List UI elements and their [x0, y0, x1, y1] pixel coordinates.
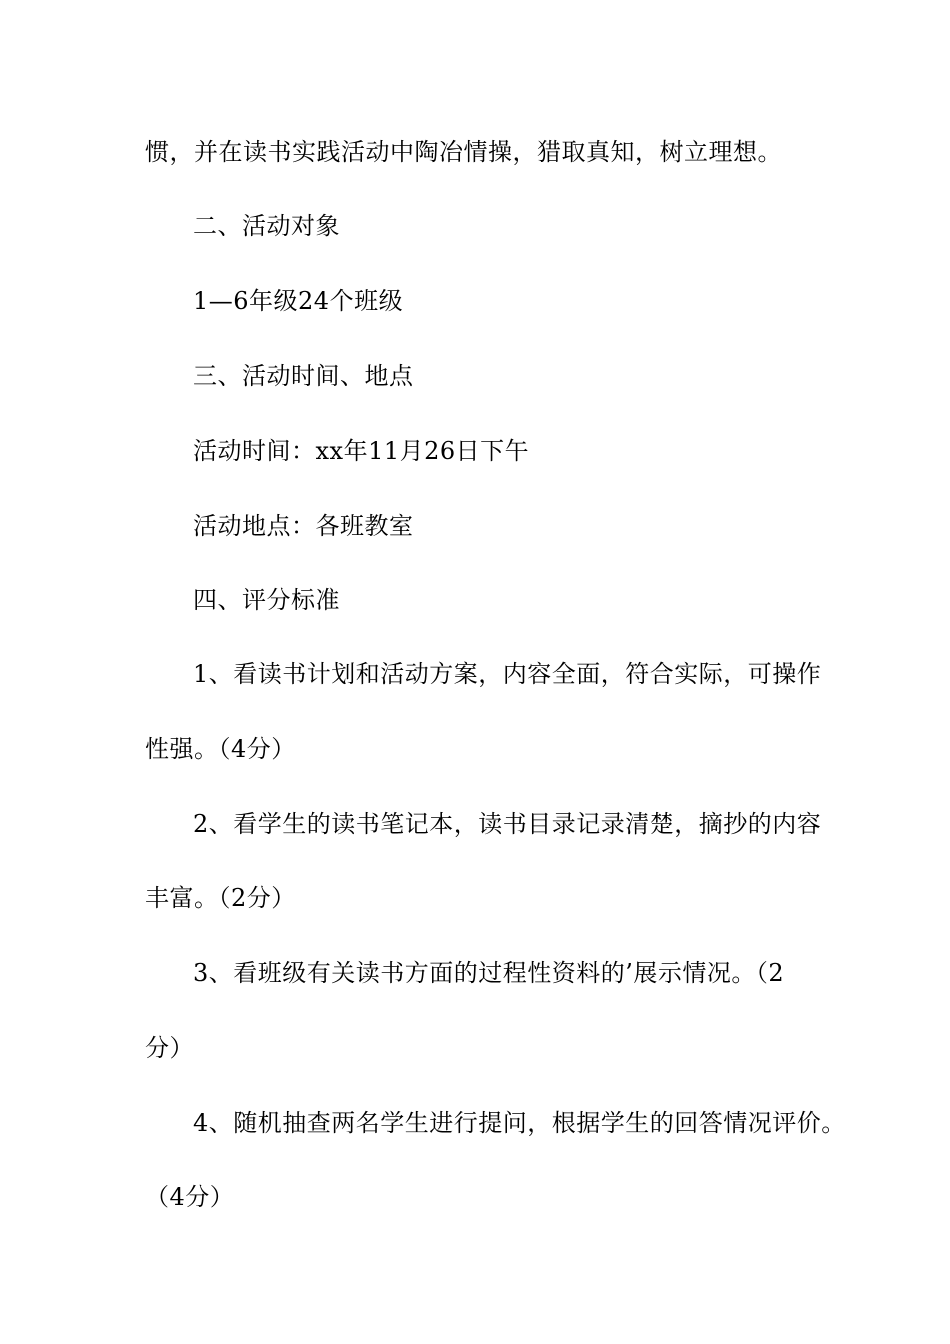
- paragraph-line: 活动时间：xx年11月26日下午: [193, 437, 530, 465]
- list-item-continuation: 丰富。（2分）: [145, 884, 296, 912]
- list-item-line: 2、看学生的读书笔记本，读书目录记录清楚，摘抄的内容: [193, 810, 822, 838]
- list-item-line: 4、随机抽查两名学生进行提问，根据学生的回答情况评价。: [193, 1109, 846, 1137]
- list-item-line: 3、看班级有关读书方面的过程性资料的’展示情况。（2: [193, 959, 785, 987]
- list-item-continuation: 性强。（4分）: [145, 735, 296, 763]
- section-heading-time-place: 三、活动时间、地点: [193, 362, 414, 390]
- list-item-continuation: （4分）: [145, 1183, 235, 1211]
- list-item-continuation: 分）: [145, 1034, 194, 1062]
- paragraph-line: 活动地点：各班教室: [193, 512, 414, 540]
- paragraph-line: 惯，并在读书实践活动中陶冶情操，猎取真知，树立理想。: [145, 138, 782, 166]
- section-heading-scoring: 四、评分标准: [193, 586, 340, 614]
- paragraph-line: 1—6年级24个班级: [193, 287, 404, 315]
- list-item-line: 1、看读书计划和活动方案，内容全面，符合实际，可操作: [193, 660, 822, 688]
- section-heading-activity-target: 二、活动对象: [193, 212, 340, 240]
